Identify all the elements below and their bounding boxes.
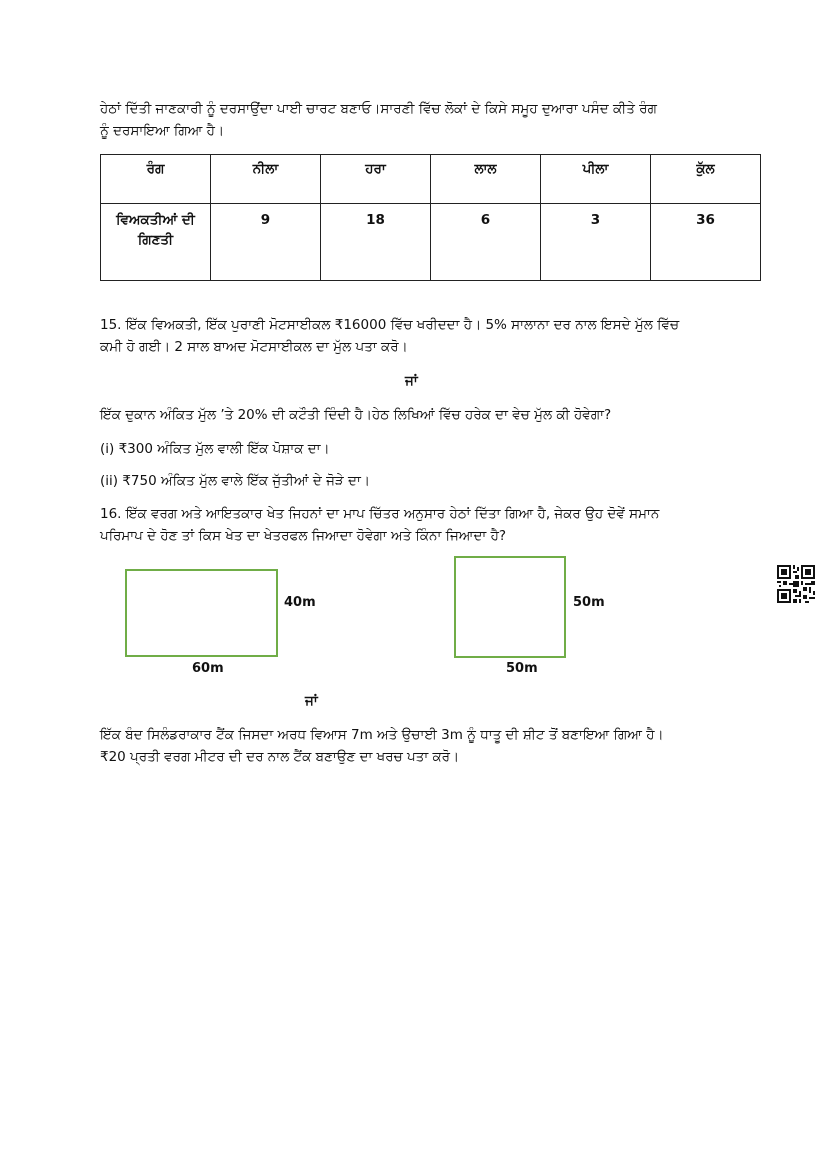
q15-or: ਜਾਂ <box>405 373 418 389</box>
table-cell: 36 <box>651 204 761 281</box>
color-preference-table <box>100 154 761 281</box>
table-header-cell: ਕੁੱਲ <box>651 155 761 204</box>
q15-part-ii: (ii) ₹750 ਅੰਕਿਤ ਮੁੱਲ ਵਾਲੇ ਇੱਕ ਜੁੱਤੀਆਂ ਦੇ ਜੋੜੇ ਦਾ। <box>100 473 370 489</box>
table-cell: 9 <box>211 204 321 281</box>
q15-alt-line: ਇੱਕ ਦੁਕਾਨ ਅੰਕਿਤ ਮੁੱਲ ’ਤੇ 20% ਦੀ ਕਟੌਤੀ ਦਿੰਦੀ ਹੈ।ਹੇਠ ਲਿਖਿਆਂ ਵਿੱਚ ਹਰੇਕ ਦਾ ਵੇਚ ਮੁੱਲ ਕੀ ਹੋਵੇਗਾ? <box>100 407 612 423</box>
q16-line-2: ਪਰਿਮਾਪ ਦੇ ਹੋਣ ਤਾਂ ਕਿਸ ਖੇਤ ਦਾ ਖੇਤਰਫਲ ਜਿਆਦਾ ਹੋਵੇਗਾ ਅਤੇ ਕਿੰਨਾ ਜਿਆਦਾ ਹੈ? <box>100 528 507 544</box>
q15-line-2: ਕਮੀ ਹੋ ਗਈ। 2 ਸਾਲ ਬਾਅਦ ਮੋਟਸਾਈਕਲ ਦਾ ਮੁੱਲ ਪਤਾ ਕਰੋ। <box>100 339 408 355</box>
square-bottom-label: 50m <box>506 661 538 676</box>
qr-code-icon <box>777 565 815 603</box>
q15-line-1: 15. ਇੱਕ ਵਿਅਕਤੀ, ਇੱਕ ਪੁਰਾਣੀ ਮੋਟਸਾਈਕਲ ₹16000 ਵਿੱਚ ਖਰੀਦਦਾ ਹੈ। 5% ਸਾਲਾਨਾ ਦਰ ਨਾਲ ਇਸਦੇ ਮੁੱਲ ਵਿੱਚ <box>100 317 680 333</box>
rectangle-height-label: 40m <box>284 595 316 610</box>
intro-line-2: ਨੂੰ ਦਰਸਾਇਆ ਗਿਆ ਹੈ। <box>100 123 225 139</box>
rectangle-width-label: 60m <box>192 661 224 676</box>
table-header-cell: ਨੀਲਾ <box>211 155 321 204</box>
q15-part-i: (i) ₹300 ਅੰਕਿਤ ਮੁੱਲ ਵਾਲੀ ਇੱਕ ਪੋਸ਼ਾਕ ਦਾ। <box>100 441 330 457</box>
table-cell: 18 <box>321 204 431 281</box>
q16-or: ਜਾਂ <box>305 693 318 709</box>
table-row <box>101 204 761 281</box>
table-cell: 6 <box>431 204 541 281</box>
intro-line-1: ਹੇਠਾਂ ਦਿੱਤੀ ਜਾਣਕਾਰੀ ਨੂੰ ਦਰਸਾਉਂਦਾ ਪਾਈ ਚਾਰਟ ਬਣਾਓ।ਸਾਰਣੀ ਵਿੱਚ ਲੋਕਾਂ ਦੇ ਕਿਸੇ ਸਮੂਹ ਦੁਆਰਾ ਪਸੰਦ ਕੀਤੇ ਰੰਗ <box>100 101 657 117</box>
table-header-cell: ਹਰਾ <box>321 155 431 204</box>
rectangle-field-shape <box>125 569 278 657</box>
square-field-shape <box>454 556 566 658</box>
q16-alt-line-1: ਇੱਕ ਬੰਦ ਸਿਲੰਡਰਾਕਾਰ ਟੈਂਕ ਜਿਸਦਾ ਅਰਧ ਵਿਆਸ 7m ਅਤੇ ਉਚਾਈ 3m ਨੂੰ ਧਾਤੂ ਦੀ ਸ਼ੀਟ ਤੋਂ ਬਣਾਇਆ ਗਿਆ ਹੈ। <box>100 727 664 743</box>
table-header-row <box>101 155 761 204</box>
table-header-cell: ਪੀਲਾ <box>541 155 651 204</box>
table-row-label: ਵਿਅਕਤੀਆਂ ਦੀ ਗਿਣਤੀ <box>101 204 211 281</box>
table-header-cell: ਲਾਲ <box>431 155 541 204</box>
table-header-cell: ਰੰਗ <box>101 155 211 204</box>
q16-alt-line-2: ₹20 ਪ੍ਰਤੀ ਵਰਗ ਮੀਟਰ ਦੀ ਦਰ ਨਾਲ ਟੈਂਕ ਬਣਾਉਣ ਦਾ ਖਰਚ ਪਤਾ ਕਰੋ। <box>100 749 460 765</box>
table-cell: 3 <box>541 204 651 281</box>
square-side-label: 50m <box>573 595 605 610</box>
q16-line-1: 16. ਇੱਕ ਵਰਗ ਅਤੇ ਆਇਤਕਾਰ ਖੇਤ ਜਿਹਨਾਂ ਦਾ ਮਾਪ ਚਿੱਤਰ ਅਨੁਸਾਰ ਹੇਠਾਂ ਦਿੱਤਾ ਗਿਆ ਹੈ, ਜੇਕਰ ਉਹ ਦੋਵੇਂ ਸਮਾਨ <box>100 506 660 522</box>
